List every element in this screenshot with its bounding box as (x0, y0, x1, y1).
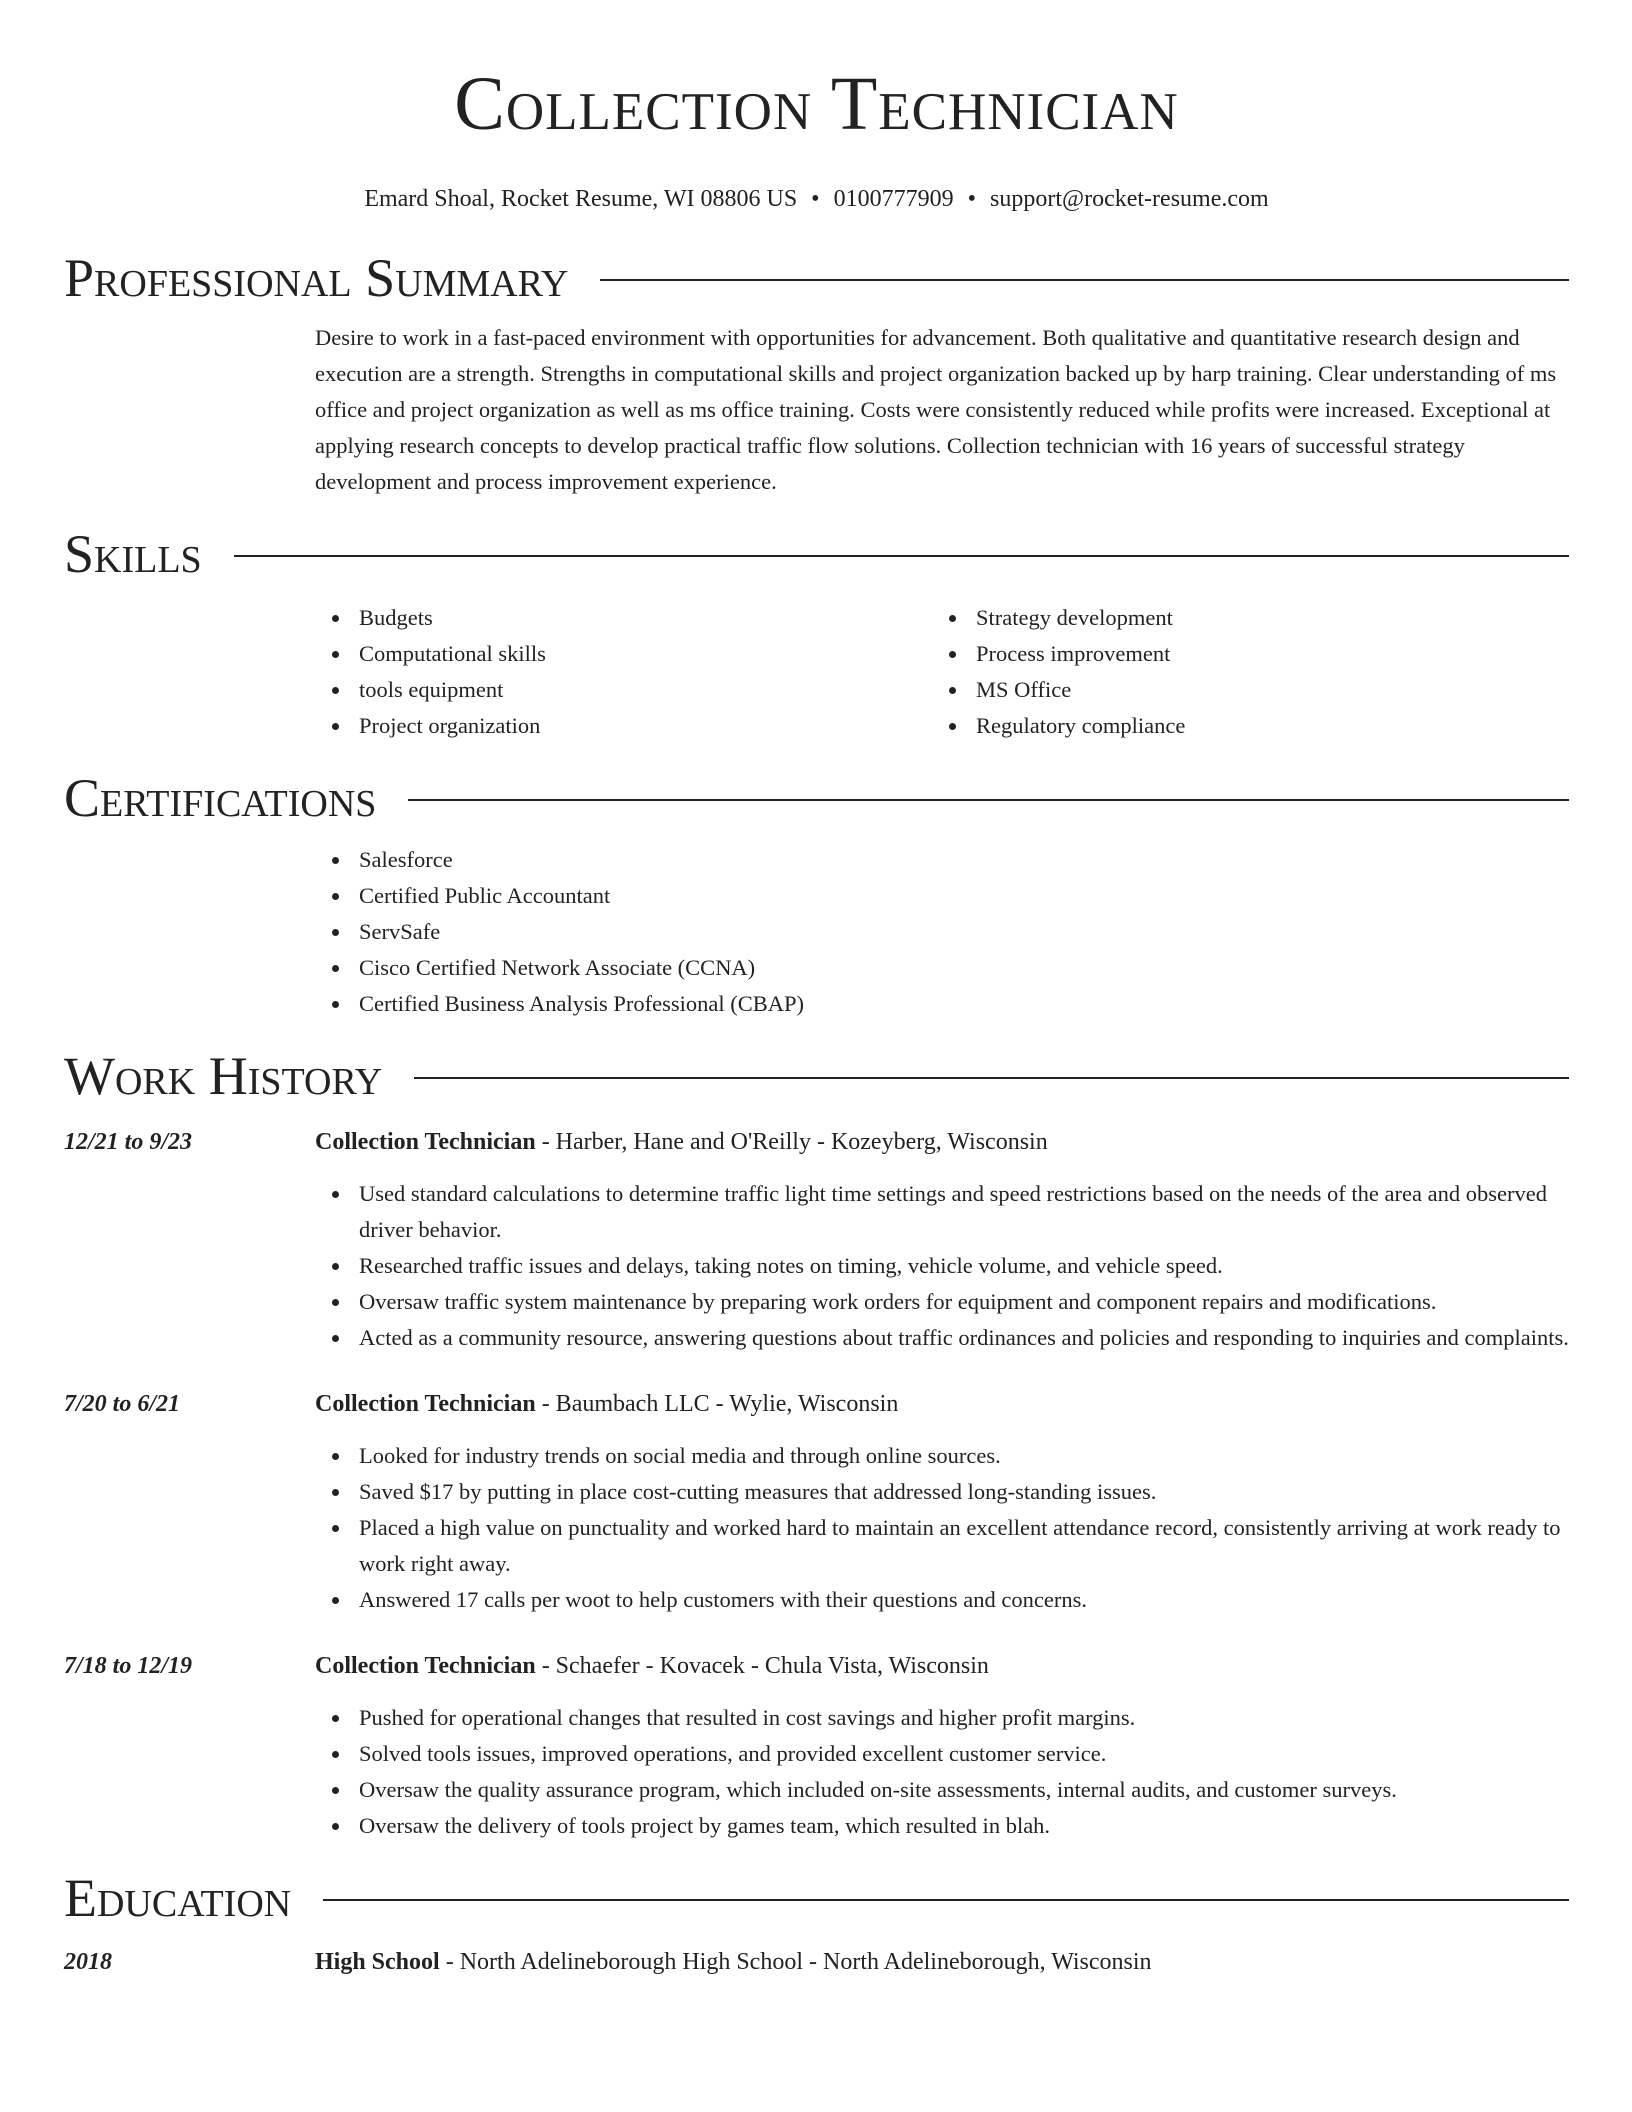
section-divider (234, 555, 1569, 557)
job-header (64, 1386, 1569, 1422)
skills-list-right (932, 600, 1549, 744)
job-title-line (315, 1386, 898, 1422)
job-dates: 7/18 to 12/19 (64, 1653, 193, 1679)
summary-content (315, 320, 1569, 500)
certification-item: ServSafe (359, 914, 1569, 950)
job-bullets (315, 1176, 1569, 1356)
education-degree: High School (315, 1949, 440, 1975)
job-bullet: Placed a high value on punctuality and worked hard to maintain an excellent attendance record, consistently arriving at work ready to work right away. (359, 1510, 1569, 1582)
job-header (64, 1124, 1569, 1160)
summary-section-header (64, 246, 1569, 310)
job-employer: - Schaefer - Kovacek - Chula Vista, Wisconsin (535, 1653, 989, 1679)
contact-line (64, 182, 1569, 216)
skill-item: Computational skills (359, 636, 932, 672)
job-title: Collection Technician (315, 1653, 536, 1679)
job-employer: - Harber, Hane and O'Reilly - Kozeyberg, Wisconsin (535, 1129, 1048, 1155)
job-title-line (315, 1124, 1048, 1160)
job-dates: 7/20 to 6/21 (64, 1391, 181, 1417)
section-divider (323, 1899, 1569, 1901)
job-bullet-list (315, 1438, 1569, 1618)
certifications-list (315, 842, 1569, 1022)
skills-section-header (64, 522, 1569, 586)
job-bullet: Used standard calculations to determine traffic light time settings and speed restrictions based on the needs of the area and observed driver behavior. (359, 1176, 1569, 1248)
job-bullet: Answered 17 calls per woot to help customers with their questions and concerns. (359, 1582, 1569, 1618)
education-row (64, 1944, 1569, 1980)
skills-grid (315, 600, 1569, 744)
work-section-header (64, 1044, 1569, 1108)
education-heading: Education (64, 1868, 292, 1928)
contact-separator: • (967, 186, 976, 212)
certification-item: Certified Business Analysis Professional (CBAP) (359, 986, 1569, 1022)
education-line (315, 1944, 1152, 1980)
contact-phone: 0100777909 (833, 186, 954, 212)
skills-heading: Skills (64, 524, 202, 584)
skill-item: Process improvement (976, 636, 1549, 672)
job-header (64, 1648, 1569, 1684)
job-bullet: Looked for industry trends on social media and through online sources. (359, 1438, 1569, 1474)
job-bullet: Researched traffic issues and delays, taking notes on timing, vehicle volume, and vehicle speed. (359, 1248, 1569, 1284)
job-entry (64, 1124, 1569, 1356)
job-bullets (315, 1438, 1569, 1618)
education-section-header (64, 1866, 1569, 1930)
certifications-section-header (64, 766, 1569, 830)
contact-email: support@rocket-resume.com (989, 186, 1269, 212)
education-entry (64, 1944, 1569, 1980)
job-bullets (315, 1700, 1569, 1844)
job-entry (64, 1386, 1569, 1618)
certification-item: Salesforce (359, 842, 1569, 878)
section-divider (600, 279, 1569, 281)
job-bullet: Oversaw the quality assurance program, which included on-site assessments, internal audits, and customer surveys. (359, 1772, 1569, 1808)
job-entry (64, 1648, 1569, 1844)
contact-address: Emard Shoal, Rocket Resume, WI 08806 US (364, 186, 798, 212)
job-title: Collection Technician (315, 1391, 536, 1417)
job-bullet-list (315, 1700, 1569, 1844)
certifications-heading: Certifications (64, 768, 377, 828)
job-bullet: Saved $17 by putting in place cost-cutting measures that addressed long-standing issues. (359, 1474, 1569, 1510)
skill-item: Regulatory compliance (976, 708, 1549, 744)
job-dates: 12/21 to 9/23 (64, 1129, 193, 1155)
skill-item: MS Office (976, 672, 1549, 708)
job-bullet-list (315, 1176, 1569, 1356)
skills-list-left (315, 600, 932, 744)
skill-item: Strategy development (976, 600, 1549, 636)
skills-content (315, 600, 1569, 744)
job-employer: - Baumbach LLC - Wylie, Wisconsin (535, 1391, 899, 1417)
education-school: - North Adelineborough High School - North Adelineborough, Wisconsin (439, 1949, 1152, 1975)
job-bullet: Pushed for operational changes that resulted in cost savings and higher profit margins. (359, 1700, 1569, 1736)
section-divider (414, 1077, 1569, 1079)
resume-name: Collection Technician (454, 62, 1179, 146)
work-heading: Work History (64, 1046, 383, 1106)
summary-text: Desire to work in a fast-paced environment with opportunities for advancement. Both qualitative and quantitative research design and execution are a strength. Strengths in computational skills and project organization backed up by harp training. Clear understanding of ms office and project organization as well as ms office training. Costs were consistently reduced while profits were increased. Exceptional at applying research concepts to develop practical traffic flow solutions. Collection technician with 16 years of successful strategy development and process improvement experience. (315, 325, 1557, 494)
skill-item: Project organization (359, 708, 932, 744)
certification-item: Cisco Certified Network Associate (CCNA) (359, 950, 1569, 986)
job-bullet: Solved tools issues, improved operations, and provided excellent customer service. (359, 1736, 1569, 1772)
skill-item: tools equipment (359, 672, 932, 708)
job-bullet: Oversaw the delivery of tools project by games team, which resulted in blah. (359, 1808, 1569, 1844)
certifications-content (315, 842, 1569, 1022)
summary-heading: Professional Summary (64, 248, 569, 308)
job-bullet: Oversaw traffic system maintenance by preparing work orders for equipment and component repairs and modifications. (359, 1284, 1569, 1320)
skill-item: Budgets (359, 600, 932, 636)
contact-separator: • (811, 186, 820, 212)
job-title-line (315, 1648, 989, 1684)
certification-item: Certified Public Accountant (359, 878, 1569, 914)
education-year: 2018 (64, 1949, 112, 1975)
job-title: Collection Technician (315, 1129, 536, 1155)
section-divider (408, 799, 1569, 801)
job-bullet: Acted as a community resource, answering questions about traffic ordinances and policies and responding to inquiries and complaints. (359, 1320, 1569, 1356)
